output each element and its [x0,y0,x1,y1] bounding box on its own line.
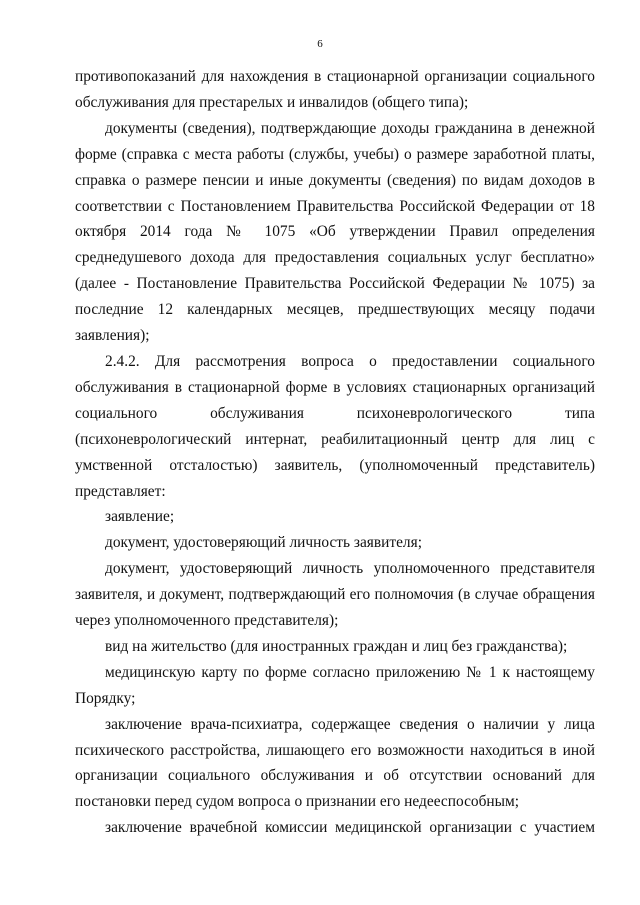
list-item-application: заявление; [105,508,175,526]
list-item-residence-permit: вид на жительство (для иностранных граждан и лиц без гражданства); [105,637,568,655]
document-body [75,64,595,841]
list-item-medical-card: медицинскую карту по форме согласно приложению № 1 к настоящему Порядку; [75,663,595,707]
list-item-psychiatrist-conclusion: заключение врача-психиатра, содержащее сведения о наличии у лица психического расстройства, лишающего его возможности находиться в иной организации социального обслуживания и об отсутствии оснований для постановки перед судом вопроса о признании его недееспособным; [75,715,595,811]
page-number: 6 [317,38,323,50]
list-item-medical-commission: заключение врачебной комиссии медицинской организации с участием [105,819,595,837]
paragraph-income-documents: документы (сведения), подтверждающие доходы гражданина в денежной форме (справка с места работы (службы, учебы) о размере заработной платы, справка о размере пенсии и иные документы (сведения) по видам доходов в соответствии с Постановлением Правительства Российской Федерации от 18 октября 2014 года № 1075 «Об утверждении Правил определения среднедушевого дохода для предоставления социальных услуг бесплатно» (далее - Постановление Правительства Российской Федерации № 1075) за последние 12 календарных месяцев, предшествующих месяцу подачи заявления); [75,119,595,345]
list-item-applicant-id: документ, удостоверяющий личность заявителя; [105,534,422,552]
paragraph-section-2-4-2: 2.4.2. Для рассмотрения вопроса о предоставлении социального обслуживания в стационарной форме в условиях стационарных организаций социального обслуживания психоневрологического типа (психоневрологический интернат, реабилитационный центр для лиц с умственной отсталостью) заявитель, (уполномоченный представитель) представляет: [75,352,595,500]
list-item-representative-id: документ, удостоверяющий личность уполномоченного представителя заявителя, и документ, подтверждающий его полномочия (в случае обращения через уполномоченного представителя); [75,560,595,630]
paragraph-contraindications-tail: противопоказаний для нахождения в стационарной организации социального обслуживания для престарелых и инвалидов (общего типа); [75,68,595,111]
